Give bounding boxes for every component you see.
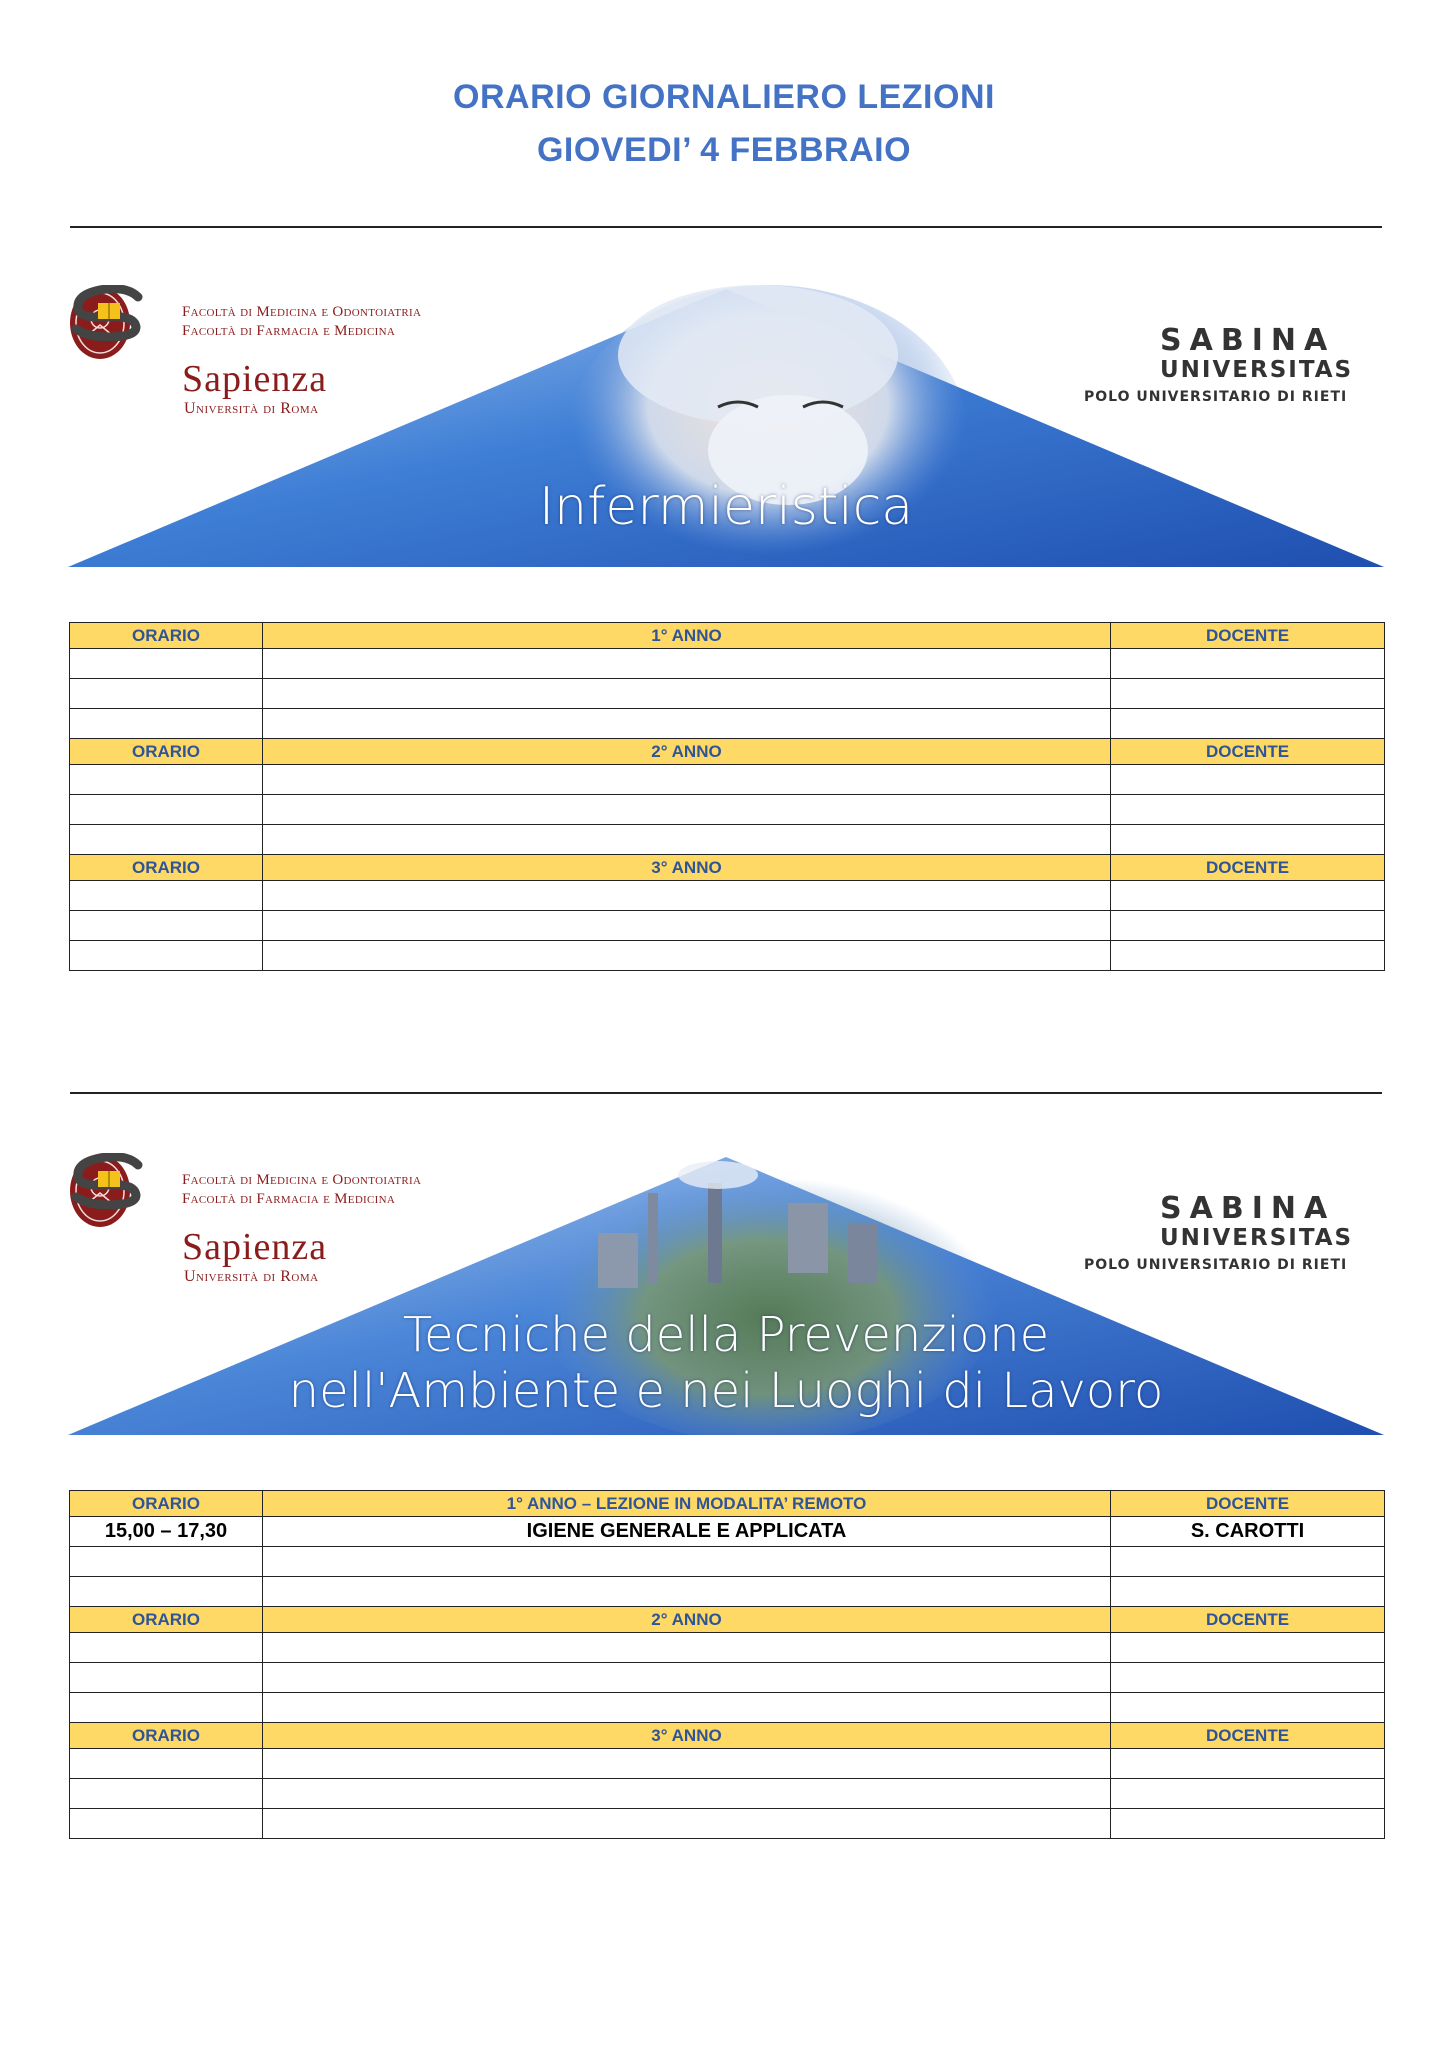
cell-orario: 15,00 – 17,30 (70, 1517, 263, 1547)
cell-lezione (263, 825, 1111, 855)
table-header-row (70, 739, 1385, 765)
cell-docente (1111, 795, 1385, 825)
header-orario: ORARIO (70, 855, 263, 881)
sabina-universitas: UNIVERSITAS (1160, 357, 1354, 383)
banner-infermieristica (68, 285, 1384, 567)
cell-docente (1111, 1577, 1385, 1607)
course-title-line-2: nell'Ambiente e nei Luoghi di Lavoro (288, 1363, 1164, 1419)
table-row (70, 1693, 1385, 1723)
cell-lezione (263, 679, 1111, 709)
sapienza-wordmark: Sapienza (182, 358, 328, 400)
cell-docente (1111, 1809, 1385, 1839)
cell-docente (1111, 649, 1385, 679)
cell-lezione: IGIENE GENERALE E APPLICATA (263, 1517, 1111, 1547)
sabina-logo-icon (68, 285, 148, 341)
table-row (70, 1577, 1385, 1607)
course-title-line-1: Tecniche della Prevenzione (402, 1307, 1050, 1363)
cell-orario (70, 1663, 263, 1693)
header-orario: ORARIO (70, 739, 263, 765)
sapienza-subtitle: Università di Roma (184, 1268, 319, 1285)
cell-docente (1111, 911, 1385, 941)
table-row (70, 765, 1385, 795)
faculty-line-2: Facoltà di Farmacia e Medicina (182, 1191, 396, 1207)
table-row (70, 1809, 1385, 1839)
cell-docente (1111, 1663, 1385, 1693)
cell-orario (70, 941, 263, 971)
header-docente: DOCENTE (1111, 739, 1385, 765)
table-row (70, 1749, 1385, 1779)
schedule-table-infermieristica (69, 622, 1385, 971)
table-header-row (70, 1723, 1385, 1749)
table-row (70, 795, 1385, 825)
sabina-polo: POLO UNIVERSITARIO DI RIETI (1084, 389, 1348, 405)
cell-lezione (263, 941, 1111, 971)
table-row (70, 825, 1385, 855)
cell-orario (70, 825, 263, 855)
header-orario: ORARIO (70, 623, 263, 649)
table-header-row (70, 855, 1385, 881)
course-title: Infermieristica (538, 477, 914, 537)
faculty-line-1: Facoltà di Medicina e Odontoiatria (182, 304, 422, 320)
table-header-row (70, 623, 1385, 649)
page-date: GIOVEDI’ 4 FEBBRAIO (536, 131, 912, 169)
cell-docente (1111, 825, 1385, 855)
sabina-wordmark: SABINA (1160, 323, 1336, 358)
divider (70, 1092, 1382, 1094)
banner-tecniche-prevenzione (68, 1153, 1384, 1435)
header-anno: 1° ANNO – LEZIONE IN MODALITA’ REMOTO (263, 1491, 1111, 1517)
cell-orario (70, 911, 263, 941)
cell-orario (70, 1633, 263, 1663)
table-row (70, 911, 1385, 941)
cell-docente (1111, 679, 1385, 709)
table-header-row (70, 1607, 1385, 1633)
header-anno: 1° ANNO (263, 623, 1111, 649)
cell-lezione (263, 765, 1111, 795)
cell-docente (1111, 1693, 1385, 1723)
header-docente: DOCENTE (1111, 623, 1385, 649)
sabina-polo: POLO UNIVERSITARIO DI RIETI (1084, 1257, 1348, 1273)
table-row (70, 941, 1385, 971)
table-row (70, 1663, 1385, 1693)
header-anno: 3° ANNO (263, 1723, 1111, 1749)
cell-lezione (263, 795, 1111, 825)
header-anno: 3° ANNO (263, 855, 1111, 881)
schedule-table-tecniche-prevenzione (69, 1490, 1385, 1839)
cell-lezione (263, 881, 1111, 911)
faculty-line-1: Facoltà di Medicina e Odontoiatria (182, 1172, 422, 1188)
header-orario: ORARIO (70, 1607, 263, 1633)
cell-docente (1111, 881, 1385, 911)
cell-lezione (263, 1633, 1111, 1663)
faculty-names (182, 303, 421, 341)
page-title: ORARIO GIORNALIERO LEZIONI (453, 78, 995, 116)
header-orario: ORARIO (70, 1491, 263, 1517)
cell-lezione (263, 1547, 1111, 1577)
table-row (70, 881, 1385, 911)
header-docente: DOCENTE (1111, 1491, 1385, 1517)
cell-docente (1111, 941, 1385, 971)
cell-docente (1111, 1779, 1385, 1809)
cell-docente (1111, 1749, 1385, 1779)
cell-orario (70, 1547, 263, 1577)
cell-lezione (263, 1749, 1111, 1779)
cell-lezione (263, 1663, 1111, 1693)
table-row (70, 649, 1385, 679)
cell-docente (1111, 765, 1385, 795)
faculty-names (182, 1171, 421, 1209)
table-row (70, 1779, 1385, 1809)
header-anno: 2° ANNO (263, 1607, 1111, 1633)
faculty-line-2: Facoltà di Farmacia e Medicina (182, 323, 396, 339)
table-header-row (70, 1491, 1385, 1517)
cell-orario (70, 765, 263, 795)
cell-orario (70, 1809, 263, 1839)
cell-orario (70, 1577, 263, 1607)
table-row (70, 1517, 1385, 1547)
cell-orario (70, 1779, 263, 1809)
cell-lezione (263, 1693, 1111, 1723)
sabina-logo-icon (68, 1153, 148, 1209)
cell-lezione (263, 649, 1111, 679)
divider (70, 226, 1382, 228)
table-row (70, 1547, 1385, 1577)
header-docente: DOCENTE (1111, 1723, 1385, 1749)
sapienza-wordmark: Sapienza (182, 1226, 328, 1268)
cell-docente (1111, 1633, 1385, 1663)
cell-lezione (263, 1577, 1111, 1607)
cell-lezione (263, 709, 1111, 739)
cell-docente: S. CAROTTI (1111, 1517, 1385, 1547)
cell-docente (1111, 709, 1385, 739)
cell-lezione (263, 1809, 1111, 1839)
sapienza-subtitle: Università di Roma (184, 400, 319, 417)
cell-docente (1111, 1547, 1385, 1577)
header-orario: ORARIO (70, 1723, 263, 1749)
cell-orario (70, 795, 263, 825)
table-row (70, 1633, 1385, 1663)
header-docente: DOCENTE (1111, 1607, 1385, 1633)
header-anno: 2° ANNO (263, 739, 1111, 765)
cell-orario (70, 679, 263, 709)
cell-orario (70, 649, 263, 679)
cell-orario (70, 881, 263, 911)
table-row (70, 709, 1385, 739)
cell-orario (70, 1693, 263, 1723)
cell-lezione (263, 911, 1111, 941)
cell-lezione (263, 1779, 1111, 1809)
sabina-universitas: UNIVERSITAS (1160, 1225, 1354, 1251)
header-docente: DOCENTE (1111, 855, 1385, 881)
sabina-wordmark: SABINA (1160, 1191, 1336, 1226)
table-row (70, 679, 1385, 709)
cell-orario (70, 1749, 263, 1779)
cell-orario (70, 709, 263, 739)
